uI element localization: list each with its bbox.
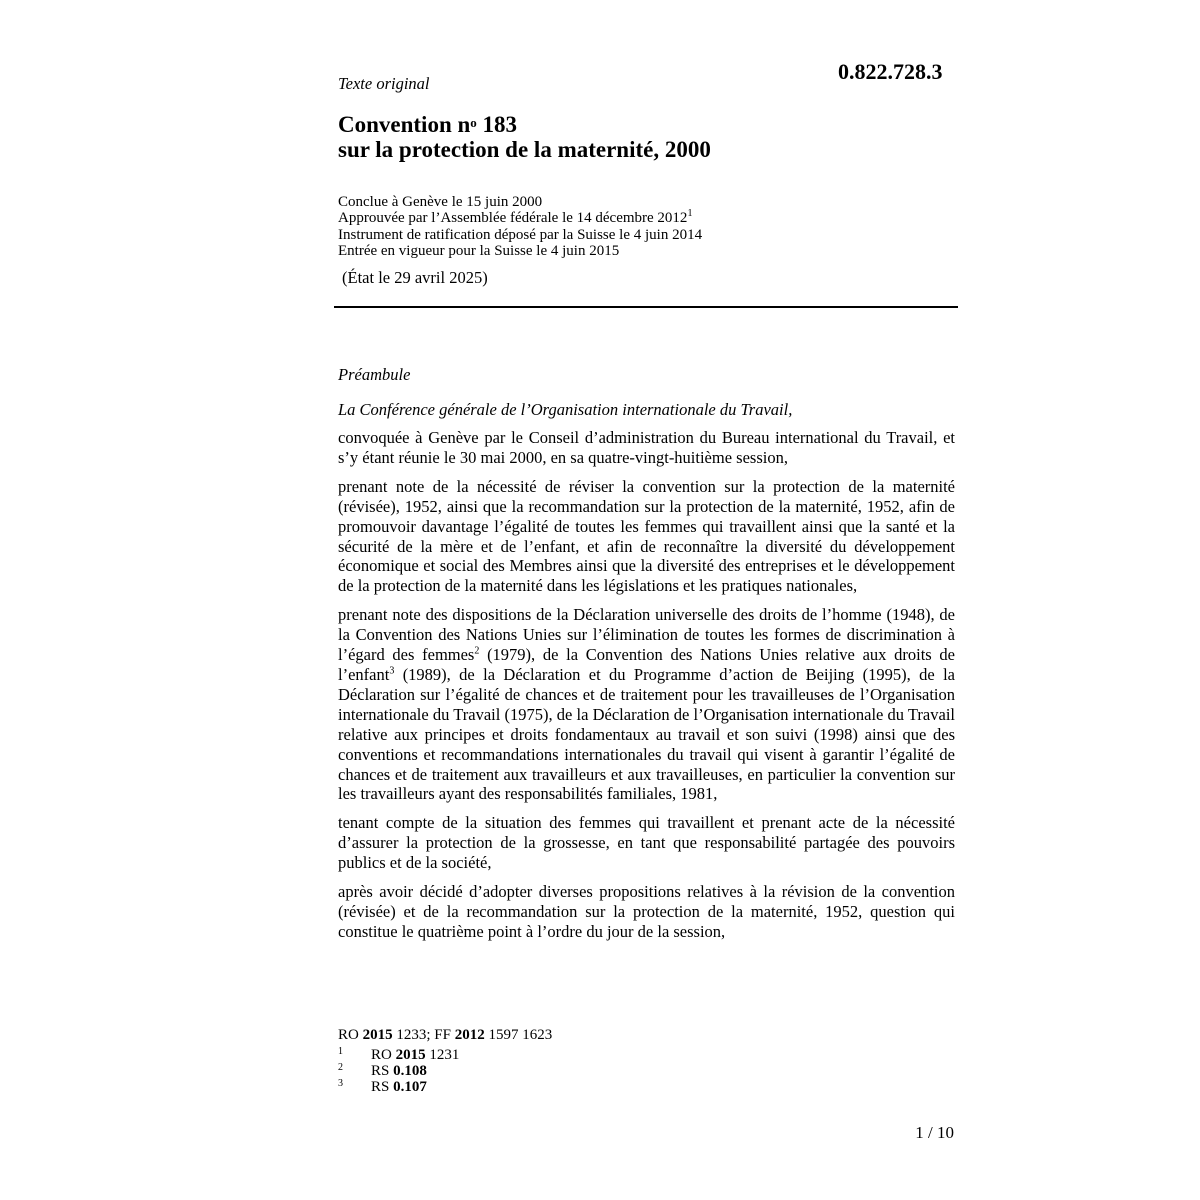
meta-conclue: Conclue à Genève le 15 juin 2000 [338, 194, 543, 210]
title-line-2: sur la protection de la maternité, 2000 [338, 137, 711, 162]
title-superscript: o [470, 115, 477, 130]
footnote-text: RO 2015 1231 [371, 1047, 460, 1063]
page-number: 1 / 10 [915, 1123, 954, 1142]
document-metadata [338, 194, 702, 259]
meta-entree: Entrée en vigueur pour la Suisse le 4 juin 2015 [338, 242, 620, 259]
footnote-ref-3[interactable]: 3 [389, 665, 395, 677]
sr-number: 0.822.728.3 [838, 59, 943, 84]
original-text-label: Texte original [338, 74, 430, 93]
header-divider [334, 306, 958, 308]
footnote-ref-2[interactable]: 2 [474, 645, 480, 657]
preamble-conference: La Conférence générale de l’Organisation internationale du Travail, [338, 400, 793, 419]
meta-etat: (État le 29 avril 2025) [342, 268, 488, 287]
preamble-paragraph-5: après avoir décidé d’adopter diverses propositions relatives à la révision de la convention (révisée) et de la recommandation sur la protection de la maternité, 1952, question qui constitue le quatrième point à l’ordre du jour de la session, [338, 882, 955, 941]
preamble-paragraph-2: prenant note de la nécessité de réviser la convention sur la protection de la maternité (révisée), 1952, ainsi que la recommandation sur la protection de la maternité, 1952, afin de promouvoir davantage l’égalité de toutes les femmes qui travaillent ainsi que la santé et la sécurité de la mère et de l’enfant, et afin de reconnaître la diversité du développement économique et social des Membres ainsi que la diversité des entreprises et le développement de la protection de la maternité dans les législations et les pratiques nationales, [338, 476, 955, 596]
preamble-paragraphs [338, 428, 955, 951]
document-title [338, 110, 711, 162]
preamble-paragraph-4: tenant compte de la situation des femmes qui travaillent et prenant acte de la nécessité d’assurer la protection de la grossesse, en tant que responsabilité partagée des pouvoirs publics et de la société, [338, 813, 955, 873]
meta-instrument: Instrument de ratification déposé par la Suisse le 4 juin 2014 [338, 226, 703, 243]
preamble-paragraph-1: convoquée à Genève par le Conseil d’administration du Bureau international du Travail, et s’y étant réunie le 30 mai 2000, en sa quatre-vingt-huitième session, [338, 428, 955, 467]
footnote-ref-1[interactable]: 1 [687, 208, 693, 220]
footnote-text: RS 0.107 [371, 1079, 427, 1095]
source-footnote: RO 2015 1233; FF 2012 1597 1623 [338, 1027, 553, 1043]
footnote-text: RS 0.108 [371, 1063, 427, 1079]
preamble-paragraph-3: prenant note des dispositions de la Déclaration universelle des droits de l’homme (1948), de la Convention des Nations Unies sur l’élimination de toutes les formes de discrimination à l’égard des femmes$^2$ (1979), de la Convention des Nations Unies relative aux droits de l’enfant$^3$ (1989), de la Déclaration et du Programme d’action de Beijing (1995), de la Déclaration sur l’égalité de chances et de traitement pour les travailleuses de l’Organisation internationale du Travail (1975), de la Déclaration de l’Organisation internationale du Travail relative aux principes et droits fondamentaux au travail et son suivi (1998) ainsi que des conventions et recommandations internationales du travail qui visent à garantir l’égalité de chances et de traitement aux travailleurs et aux travailleuses, en particulier la convention sur les travailleurs ayant des responsabilités familiales, 1981, [338, 605, 955, 804]
footnote-number: 1 [338, 1046, 343, 1057]
title-line-1: Convention $n^o$ 183 [338, 112, 518, 137]
preamble-heading: Préambule [338, 365, 411, 384]
footnote-number: 2 [338, 1062, 343, 1073]
footnote-number: 3 [338, 1078, 343, 1089]
meta-approuvee: Approuvée par l’Assemblée fédérale le 14 décembre 2012$^1$ [338, 208, 693, 227]
